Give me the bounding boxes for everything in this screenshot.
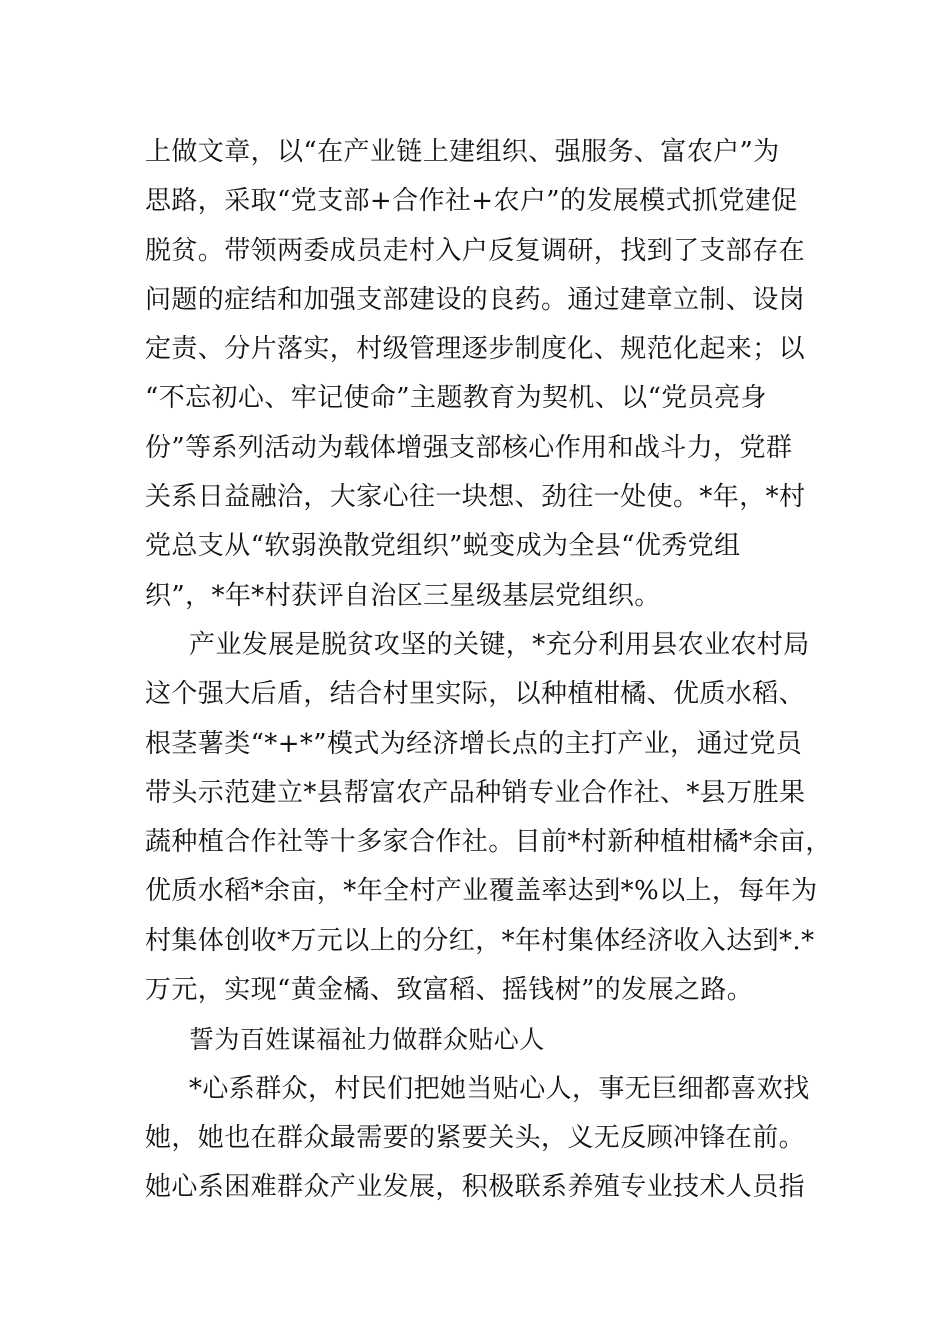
text-line: 根茎薯类“*+*”模式为经济增长点的主打产业，通过党员 (145, 728, 803, 759)
text-line: 关系日益融洽，大家心往一块想、劲往一处使。*年，*村 (145, 482, 806, 513)
text-line: 织”，*年*村获评自治区三星级基层党组织。 (145, 580, 661, 611)
text-line: 上做文章，以“在产业链上建组织、强服务、富农户”为 (145, 137, 780, 167)
text-line: 这个强大后盾，结合村里实际，以种植柑橘、优质水稻、 (145, 679, 806, 710)
body-text (145, 128, 832, 1213)
text-line: 问题的症结和加强支部建设的良药。通过建章立制、设岗 (145, 284, 806, 315)
section-heading: 誓为百姓谋福祉力做群众贴心人 (189, 1025, 545, 1055)
paragraph-first-line: *心系群众，村民们把她当贴心人，事无巨细都喜欢找 (189, 1073, 810, 1104)
paragraph-first-line: 产业发展是脱贫攻坚的关键，*充分利用县农业农村局 (189, 629, 810, 660)
text-line: 带头示范建立*县帮富农产品种销专业合作社、*县万胜果 (145, 777, 806, 808)
text-line: 脱贫。带领两委成员走村入户反复调研，找到了支部存在 (145, 235, 806, 266)
text-line: 定责、分片落实，村级管理逐步制度化、规范化起来；以 (145, 334, 806, 365)
text-line: 村集体创收*万元以上的分红，*年村集体经济收入达到*.* (145, 925, 815, 956)
text-line: 万元，实现“黄金橘、致富稻、摇钱树”的发展之路。 (145, 975, 754, 1006)
text-line: 思路，采取“党支部+合作社+农户”的发展模式抓党建促 (145, 186, 798, 217)
text-line: “不忘初心、牢记使命”主题教育为契机、以“党员亮身 (145, 383, 767, 414)
text-line: 蔬种植合作社等十多家合作社。目前*村新种植柑橘*余亩， (145, 827, 832, 858)
text-line: 党总支从“软弱涣散党组织”蜕变成为全县“优秀党组 (145, 531, 741, 562)
text-line: 优质水稻*余亩，*年全村产业覆盖率达到*%以上，每年为 (145, 876, 818, 907)
text-line: 她，她也在群众最需要的紧要关头，义无反顾冲锋在前。 (145, 1122, 806, 1153)
text-line: 份”等系列活动为载体增强支部核心作用和战斗力，党群 (145, 432, 793, 463)
text-line: 她心系困难群众产业发展，积极联系养殖专业技术人员指 (145, 1172, 806, 1203)
